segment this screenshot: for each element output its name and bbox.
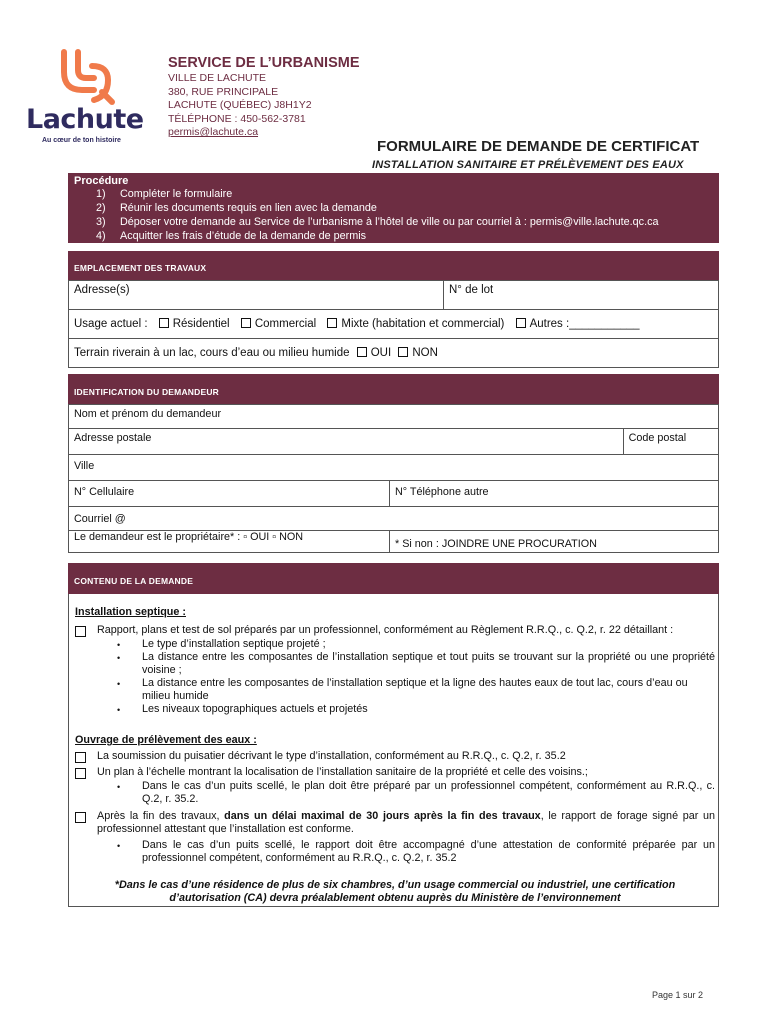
riverain-oui-label: OUI [370, 347, 392, 359]
courriel-field[interactable] [69, 507, 719, 531]
ouvrage-checkbox-2[interactable] [75, 768, 86, 779]
procedure-step-number: 1) [96, 188, 106, 200]
ouvrage-bullet-3-text: Dans le cas d’un puits scellé, le rapport doit être accompagné d’une attestation de conformité préparée par un professionnel compétent, conformément au R.R.Q., c. Q.2, r. 35.2 [142, 839, 715, 864]
ouvrage-checkbox-1[interactable] [75, 752, 86, 763]
emplacement-table [68, 280, 719, 368]
ouvrage-item-1 [75, 750, 715, 764]
demandeur-heading: IDENTIFICATION DU DEMANDEUR [74, 387, 220, 397]
usage-label: Usage actuel : [74, 318, 148, 330]
logo-wordmark: Lachute [26, 104, 144, 135]
usage-commercial-checkbox[interactable] [241, 318, 251, 328]
usage-row [69, 310, 719, 339]
usage-mixte-label: Mixte (habitation et commercial) [341, 318, 505, 330]
adresse-postale-label: Adresse postale [74, 432, 152, 444]
ouvrage-bullet [117, 839, 715, 865]
usage-commercial-label: Commercial [254, 318, 317, 330]
procedure-step-text: Compléter le formulaire [120, 188, 233, 200]
cellulaire-field[interactable] [69, 481, 390, 507]
bullet-dot: • [117, 653, 121, 663]
usage-mixte-checkbox[interactable] [327, 318, 337, 328]
form-subtitle: INSTALLATION SANITAIRE ET PRÉLÈVEMENT DES EAUX [372, 159, 684, 171]
septique-title: Installation septique : [75, 606, 186, 618]
procedure-steps [74, 187, 719, 243]
riverain-oui-checkbox[interactable] [357, 347, 367, 357]
bullet-dot: • [117, 782, 121, 792]
nom-label: Nom et prénom du demandeur [74, 408, 222, 420]
procedure-step [74, 215, 719, 229]
ouvrage-title: Ouvrage de prélèvement des eaux : [75, 734, 257, 746]
postal-line: LACHUTE (QUÉBEC) J8H1Y2 [168, 99, 312, 111]
septique-bullet-text: La distance entre les composantes de l’installation septique et tout puits se trouvant sur la propriété ou une propriété voisine ; [142, 651, 715, 676]
usage-autres-label: Autres :___________ [529, 318, 640, 330]
logo-tagline: Au cœur de ton histoire [42, 137, 121, 144]
procedure-box [68, 173, 719, 243]
septique-item-text: Rapport, plans et test de sol préparés par un professionnel, conformément au Règlement R.R.Q., c. Q.2, r. 22 détaillant : [97, 624, 674, 636]
proprietaire-field[interactable] [69, 531, 390, 553]
street-line: 380, RUE PRINCIPALE [168, 85, 279, 98]
usage-autres-checkbox[interactable] [516, 318, 526, 328]
telephone-field[interactable] [390, 481, 719, 507]
usage-residentiel-checkbox[interactable] [159, 318, 169, 328]
department-address [168, 72, 312, 138]
email-link[interactable]: permis@lachute.ca [168, 126, 259, 138]
ouvrage-item-3-c: , le rapport de forage signé par un professionnel attestant que l’installation est conforme. [97, 810, 716, 835]
septique-bullet-text: Le type d’installation septique projeté ; [142, 638, 326, 650]
ouvrage-checkbox-3[interactable] [75, 812, 86, 823]
bullet-dot: • [117, 679, 121, 689]
septique-bullet [117, 651, 715, 677]
procedure-step [74, 201, 719, 215]
ouvrage-item-3-text [97, 810, 715, 836]
septique-bullets [117, 638, 715, 716]
contenu-heading: CONTENU DE LA DEMANDE [74, 576, 194, 586]
septique-checkbox[interactable] [75, 626, 86, 637]
ouvrage-bullet-2 [117, 780, 715, 806]
telephone-label: N° Téléphone autre [395, 486, 489, 498]
ville-field[interactable] [69, 455, 719, 481]
procedure-step-text: Réunir les documents requis en lien avec la demande [120, 202, 377, 214]
phone-line: TÉLÉPHONE : 450-562-3781 [168, 112, 306, 125]
ouvrage-item-3-a: Après la fin des travaux, [97, 810, 225, 822]
environnement-note: *Dans le cas d’une résidence de plus de six chambres, d’un usage commercial ou industriel, une certification d’autorisation (CA) devra préalablement obtenu auprès du Ministère de l’environnement [114, 879, 676, 904]
page-number: Page 1 sur 2 [652, 990, 704, 1000]
ouvrage-bullet-3 [117, 839, 715, 865]
code-postal-label: Code postal [628, 432, 687, 444]
procedure-step [74, 229, 719, 243]
lachute-logo-mark [58, 48, 118, 106]
lot-field[interactable] [444, 281, 719, 310]
septique-bullet-text: La distance entre les composantes de l’installation septique et la ligne des hautes eaux de tout lac, cours d’eau ou milieu humide [142, 677, 688, 702]
emplacement-header [68, 251, 719, 281]
procedure-step-number: 2) [96, 202, 106, 214]
ouvrage-item-2 [75, 766, 715, 780]
ville-label: Ville [74, 460, 95, 472]
adresse-field[interactable] [69, 281, 444, 310]
bullet-dot: • [117, 841, 121, 851]
septique-bullet [117, 677, 715, 703]
riverain-label: Terrain riverain à un lac, cours d’eau ou milieu humide [74, 347, 350, 359]
septique-bullet [117, 638, 715, 651]
demandeur-table [68, 404, 719, 553]
cellulaire-label: N° Cellulaire [74, 486, 135, 498]
ouvrage-item-3 [75, 810, 715, 836]
lot-label: N° de lot [449, 284, 494, 296]
adresse-label: Adresse(s) [74, 284, 130, 296]
riverain-non-checkbox[interactable] [398, 347, 408, 357]
ouvrage-bullet-2-text: Dans le cas d’un puits scellé, le plan doit être préparé par un professionnel compétent, conformément au R.R.Q., c. Q.2, r. 35.2. [142, 780, 715, 805]
form-title: FORMULAIRE DE DEMANDE DE CERTIFICAT [377, 138, 700, 155]
procedure-step [74, 187, 719, 201]
procedure-heading: Procédure [74, 175, 129, 187]
septique-bullet [117, 703, 715, 716]
emplacement-heading: EMPLACEMENT DES TRAVAUX [74, 263, 207, 273]
code-postal-field[interactable] [623, 429, 718, 455]
courriel-label: Courriel @ [74, 513, 126, 525]
department-title: SERVICE DE L’URBANISME [168, 55, 360, 71]
ouvrage-item-1-text: La soumission du puisatier décrivant le type d’installation, conformément au R.R.Q., c. Q.2, r. 35.2 [97, 750, 566, 762]
procedure-step-text: Déposer votre demande au Service de l’urbanisme à l’hôtel de ville ou par courriel à : permis@ville.lachute.qc.ca [120, 216, 659, 228]
procedure-step-number: 4) [96, 230, 106, 242]
ouvrage-item-2-text: Un plan à l’échelle montrant la localisation de l’installation sanitaire de la propriété et celle des voisins.; [97, 766, 588, 778]
procuration-note-cell [390, 531, 719, 553]
bullet-dot: • [117, 705, 121, 715]
septique-bullet-text: Les niveaux topographiques actuels et projetés [142, 703, 368, 715]
ouvrage-bullet [117, 780, 715, 806]
procedure-step-text: Acquitter les frais d’étude de la demande de permis [120, 230, 367, 242]
usage-residentiel-label: Résidentiel [172, 318, 230, 330]
riverain-row [69, 339, 719, 368]
city-line: VILLE DE LACHUTE [168, 72, 267, 84]
ouvrage-item-3-deadline: dans un délai maximal de 30 jours après la fin des travaux [224, 810, 541, 822]
procedure-step-number: 3) [96, 216, 106, 228]
proprietaire-label: Le demandeur est le propriétaire* : ▫ OUI ▫ NON [74, 531, 304, 543]
adresse-postale-field[interactable] [69, 429, 624, 455]
lachute-logo [26, 48, 156, 148]
bullet-dot: • [117, 640, 121, 650]
procuration-note: * Si non : JOINDRE UNE PROCURATION [395, 537, 597, 550]
nom-field[interactable] [69, 405, 719, 429]
demandeur-header [68, 374, 719, 404]
riverain-non-label: NON [412, 347, 438, 359]
contenu-header [68, 563, 719, 594]
